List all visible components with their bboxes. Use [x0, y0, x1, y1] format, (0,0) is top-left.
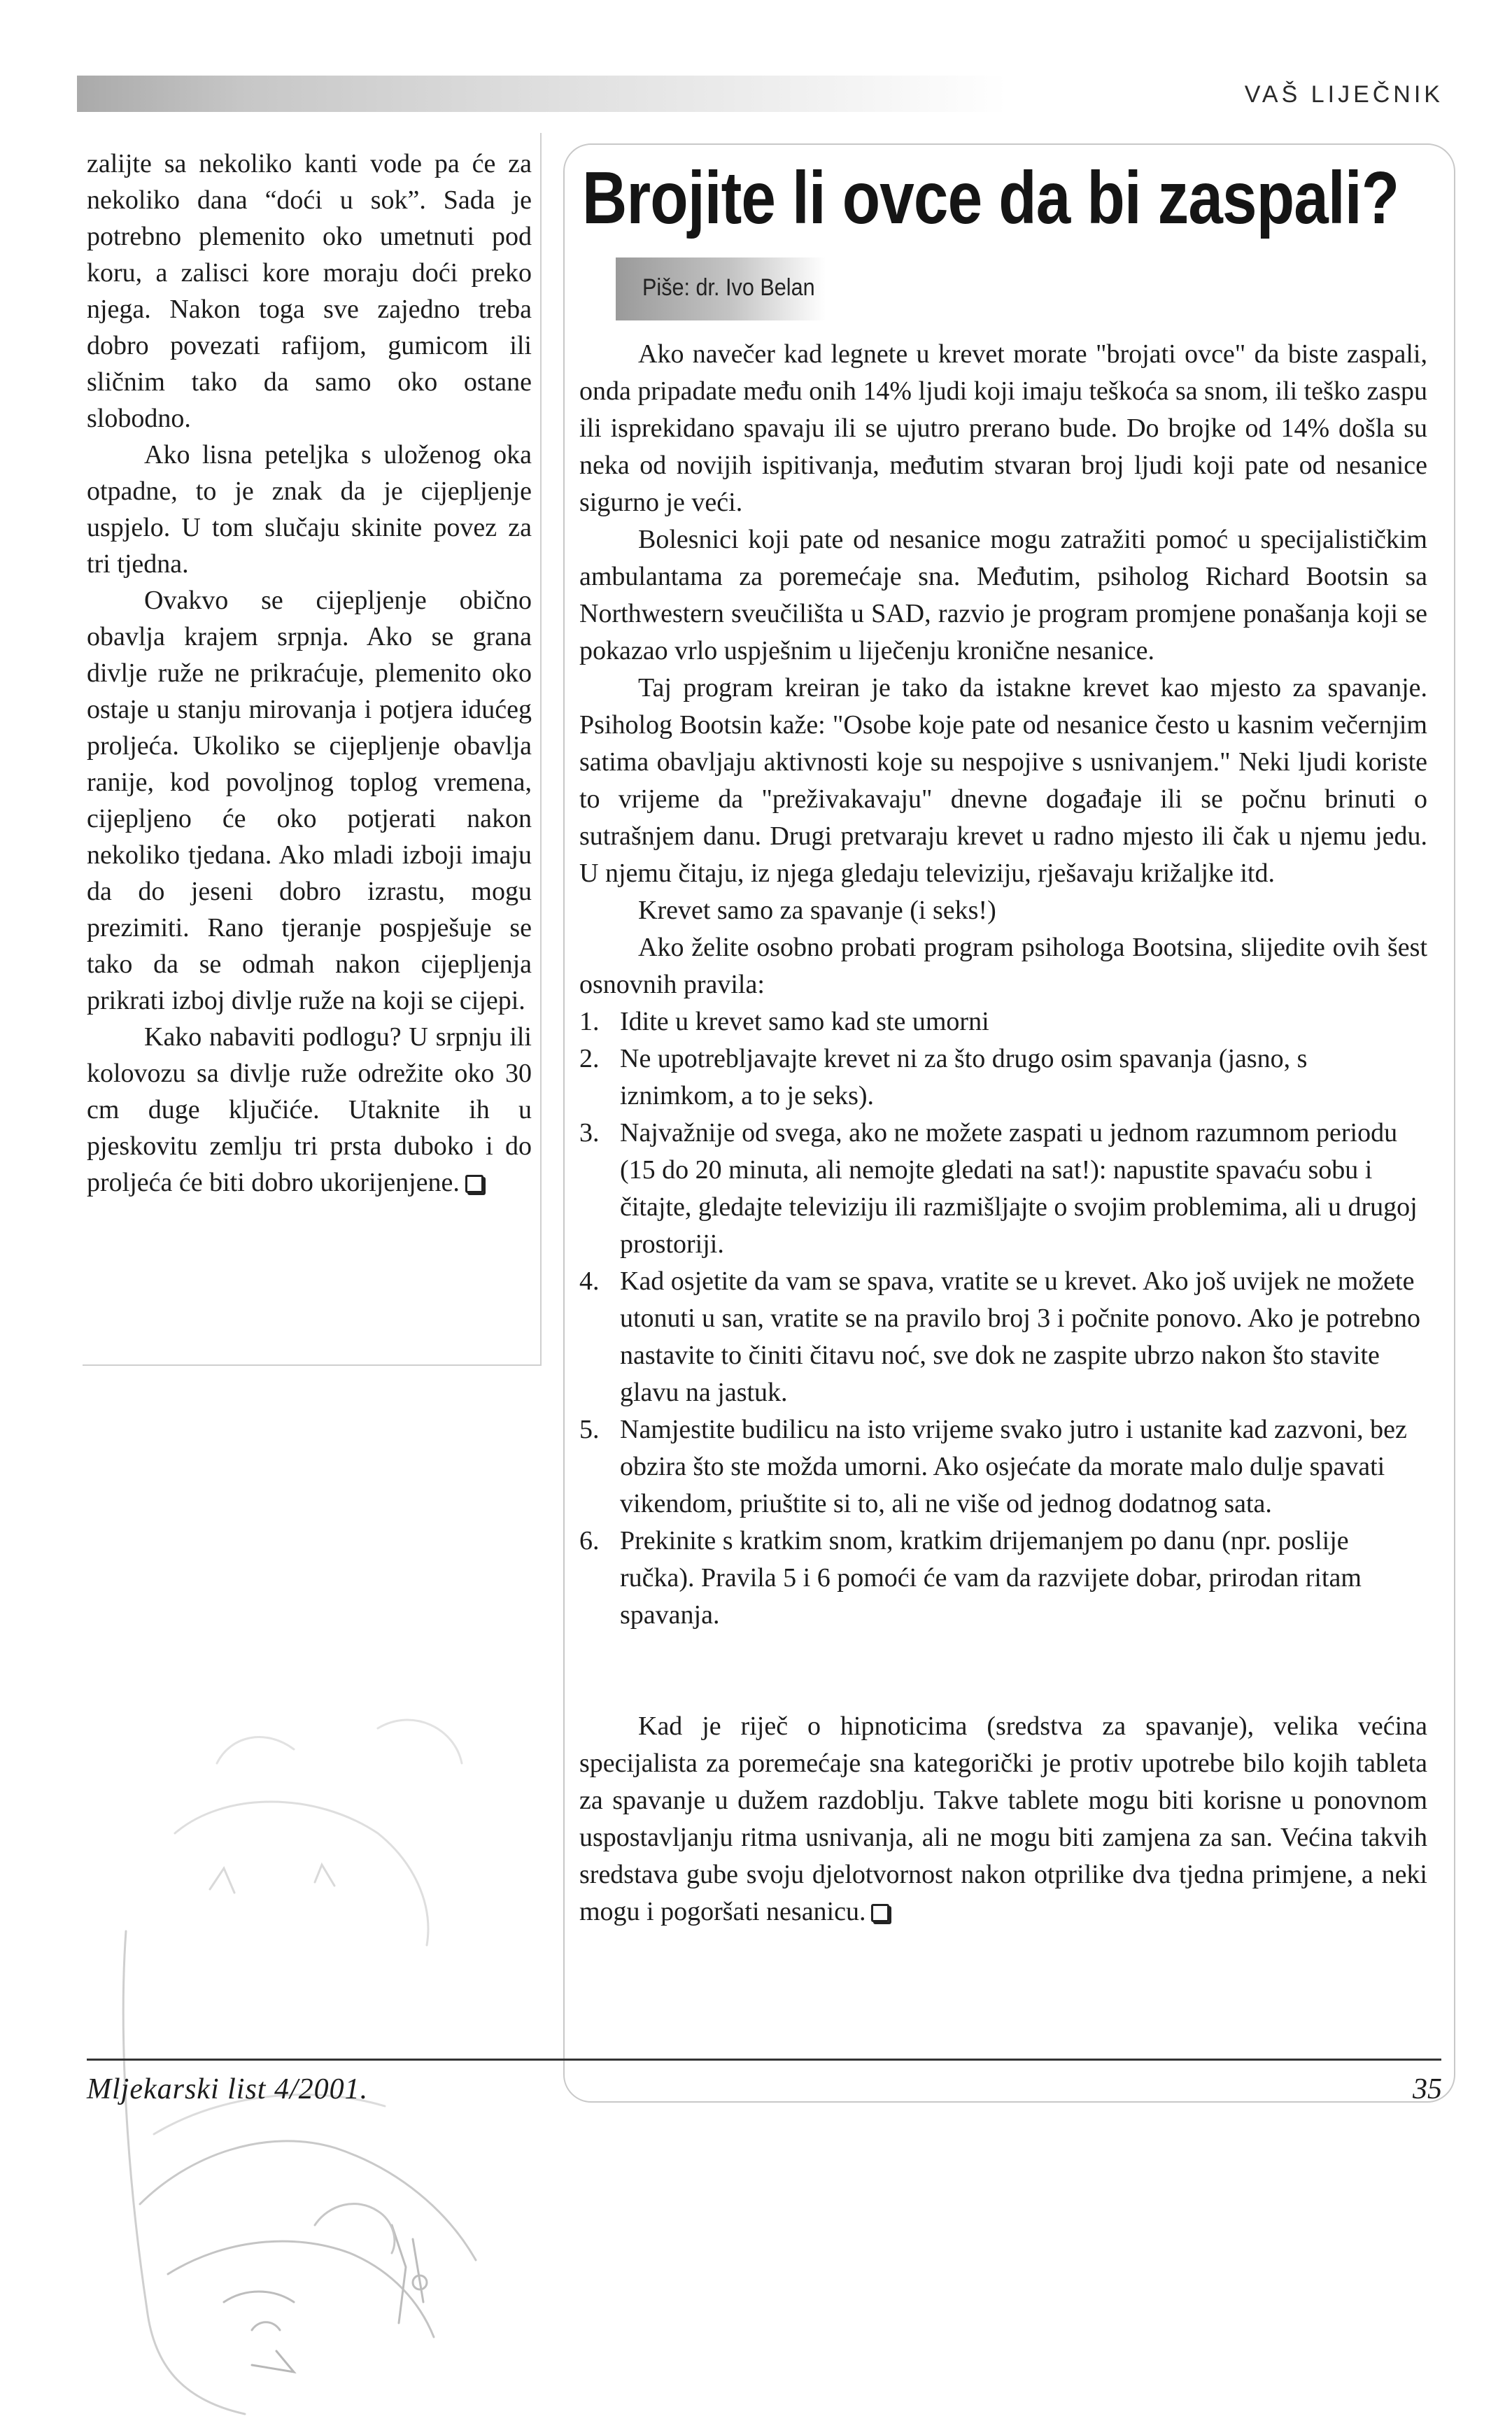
header-gradient-bar	[77, 76, 1008, 112]
article-paragraph: Ako želite osobno probati program psihologa Bootsina, slijedite ovih šest osnovnih pravila:	[579, 933, 1427, 999]
rule-item	[579, 1040, 1427, 1115]
rule-text: Namjestite budilicu na isto vrijeme svako jutro i ustanite kad zazvoni, bez obzira što ste možda umorni. Ako osjećate da morate malo dulje spavati vikendom, priuštite si to, ali ne više od jednog dodatnog sata.	[620, 1415, 1407, 1518]
article-paragraph: Ako navečer kad legnete u krevet morate "brojati ovce" da biste zaspali, onda pripadate među onih 14% ljudi koji imaju teškoća sa snom, ili teško zaspu ili isprekidano spavaju ili se ujutro prerano bude. Do brojke od 14% došla su neka od novijih ispitivanja, međutim stvaran broj ljudi koji pate od nesanice sigurno je veći.	[579, 339, 1427, 517]
rule-text: Kad osjetite da vam se spava, vratite se u krevet. Ako još uvijek ne možete utonuti u san, vratite se na pravilo broj 3 i počnite ponovo. Ako je potrebno nastavite to činiti čitavu noć, sve dok ne zaspite ubrzo nakon što stavite glavu na jastuk.	[620, 1266, 1421, 1407]
end-of-article-square-icon	[465, 1175, 483, 1193]
rule-text: Prekinite s kratkim snom, kratkim drijemanjem po danu (npr. poslije ručka). Pravila 5 i 6 pomoći će vam da razvijete dobar, prirodan ritam spavanja.	[620, 1526, 1362, 1630]
footer-rule	[87, 2059, 1441, 2061]
closing-paragraph-text: Kad je riječ o hipnoticima (sredstva za spavanje), velika većina specijalista za poremećaje sna kategorički je protiv upotrebe bilo kojih tableta za spavanje u dužem razdoblju. Takve tablete mogu biti korisne u ponovnom uspostavljanju ritma usnivanja, ali ne mogu biti zamjena za san. Većina takvih sredstava gube svoju djelotvornost nakon otprilike dva tjedna primjene, a neki mogu i pogoršati nesanicu.	[579, 1711, 1427, 1926]
article-byline: Piše: dr. Ivo Belan	[642, 274, 815, 301]
left-paragraph: Ako lisna peteljka s uloženog oka otpadne, to je znak da je cijepljenje uspjelo. U tom slučaju skinite povez za tri tjedna.	[87, 440, 532, 579]
rule-text: Ne upotrebljavajte krevet ni za što drugo osim spavanja (jasno, s iznimkom, a to je seks).	[620, 1044, 1308, 1110]
publication-name: Mljekarski list 4/2001.	[87, 2073, 369, 2105]
rule-item	[579, 1003, 1427, 1040]
rule-number: 1.	[579, 1007, 600, 1036]
left-paragraph: zalijte sa nekoliko kanti vode pa će za nekoliko dana “doći u sok”. Sada je potrebno plemenito oko umetnuti pod koru, a zalisci kore moraju doći preko njega. Nakon toga sve zajedno treba dobro povezati rafijom, gumicom ili sličnim tako da samo oko ostane slobodno.	[87, 149, 532, 433]
left-paragraph-text: Kako nabaviti podlogu? U srpnju ili kolovozu sa divlje ruže odrežite oko 30 cm duge ključiće. Utaknite ih u pjeskovitu zemlju tri prsta duboko i do proljeća će biti dobro ukorijenjene.	[87, 1022, 532, 1197]
rule-number: 6.	[579, 1526, 600, 1555]
rule-text: Idite u krevet samo kad ste umorni	[620, 1007, 989, 1036]
page-number: 35	[1413, 2073, 1442, 2105]
rule-item	[579, 1115, 1427, 1263]
left-column-text	[87, 146, 532, 1201]
article-title: Brojite li ovce da bi zaspali?	[582, 157, 1399, 239]
left-paragraph	[87, 1019, 532, 1201]
rule-number: 3.	[579, 1118, 600, 1148]
article-body	[579, 336, 1427, 1931]
article-subheading: Krevet samo za spavanje (i seks!)	[638, 896, 996, 925]
left-paragraph: Ovakvo se cijepljenje obično obavlja krajem srpnja. Ako se grana divlje ruže ne prikraćuje, plemenito oko ostaje u stanju mirovanja i potjera idućeg proljeća. Ukoliko se cijepljenje obavlja ranije, kod povoljnog toplog vremena, cijepljeno će oko potjerati nakon nekoliko tjedana. Ako mladi izboji imaju da do jeseni dobro izrastu, mogu prezimiti. Rano tjeranje pospješuje se tako da se odmah nakon cijepljenja prikrati izboj divlje ruže na koji se cijepi.	[87, 586, 532, 1015]
article-paragraph: Taj program kreiran je tako da istakne krevet kao mjesto za spavanje. Psiholog Bootsin kaže: "Osobe koje pate od nesanice često u kasnim večernjim satima obavljaju aktivnosti koje su nespojive s usnivanjem." Neki ljudi koriste to vrijeme da "preživakavaju" dnevne događaje ili se počnu brinuti o sutrašnjem danu. Drugi pretvaraju krevet u radno mjesto ili čak u njemu jedu. U njemu čitaju, iz njega gledaju televiziju, rješavaju križaljke itd.	[579, 673, 1427, 888]
end-of-article-square-icon	[871, 1904, 889, 1922]
rule-text: Najvažnije od svega, ako ne možete zaspati u jednom razumnom periodu (15 do 20 minuta, ali nemojte gledati na sat!): napustite spavaću sobu i čitajte, gledajte televiziju ili razmišljajte o svojim problemima, ali u drugoj prostoriji.	[620, 1118, 1418, 1259]
rule-number: 2.	[579, 1044, 600, 1073]
rule-item	[579, 1263, 1427, 1411]
section-label: VAŠ LIJEČNIK	[1244, 81, 1443, 108]
left-column-border-bottom	[83, 1364, 542, 1366]
rules-list	[579, 1003, 1427, 1634]
left-column-border	[540, 133, 542, 1364]
rule-item	[579, 1523, 1427, 1634]
rule-item	[579, 1411, 1427, 1523]
rule-number: 4.	[579, 1266, 600, 1296]
article-paragraph: Bolesnici koji pate od nesanice mogu zatražiti pomoć u specijalističkim ambulantama za poremećaje sna. Međutim, psiholog Richard Bootsin sa Northwestern sveučilišta u SAD, razvio je program promjene ponašanja koji se pokazao vrlo uspješnim u liječenju kronične nesanice.	[579, 525, 1427, 665]
article-paragraph	[579, 1708, 1427, 1931]
rule-number: 5.	[579, 1415, 600, 1444]
sleeping-person-illustration	[84, 1399, 560, 2421]
